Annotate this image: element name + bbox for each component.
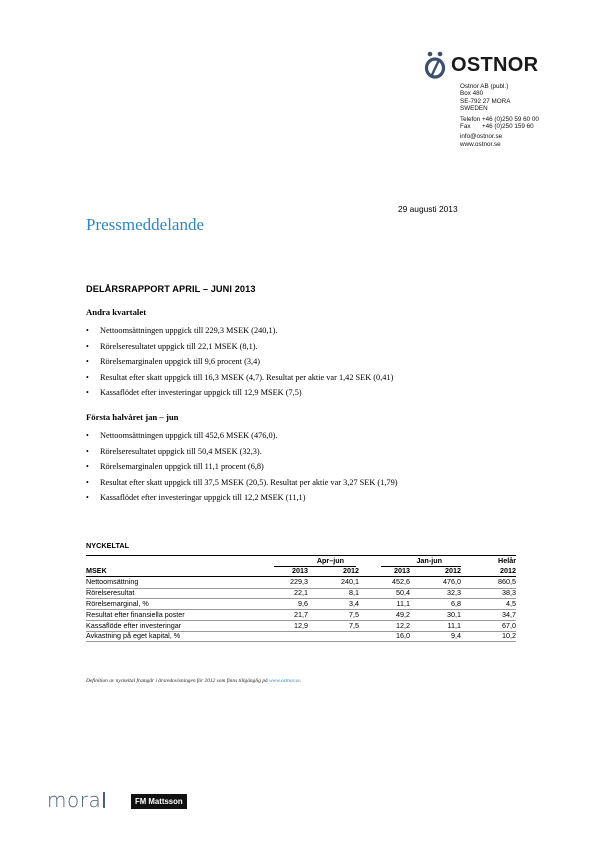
ostnor-logo-text: OSTNOR bbox=[451, 53, 539, 76]
unit-label: MSEK bbox=[86, 566, 107, 576]
table-cell: 6,8 bbox=[451, 598, 461, 608]
address-line: SE-792 27 MORA bbox=[460, 97, 511, 105]
mora-logo-mark bbox=[103, 792, 105, 808]
table-cell: 7,5 bbox=[349, 620, 359, 630]
company-address-block bbox=[460, 83, 539, 148]
mora-logo-text: mora bbox=[47, 788, 102, 812]
phone-label: Telefon bbox=[460, 115, 481, 123]
table-cell: 50,4 bbox=[396, 588, 410, 598]
table-year-header bbox=[86, 566, 516, 576]
key-figures-table bbox=[86, 555, 516, 642]
row-label: Resultat efter finansiella poster bbox=[86, 609, 185, 619]
table-row bbox=[86, 631, 516, 641]
table-cell: 49,2 bbox=[396, 609, 410, 619]
list-item: • Rörelsemarginalen uppgick till 11,1 procent (6,8) bbox=[86, 461, 397, 477]
list-item: • Resultat efter skatt uppgick till 37,5 MSEK (20,5). Resultat per aktie var 3,27 SEK (1,79) bbox=[86, 477, 397, 493]
list-item: • Nettoomsättningen uppgick till 229,3 MSEK (240,1). bbox=[86, 325, 393, 341]
table-cell: 11,1 bbox=[447, 620, 461, 630]
footnote-website-link[interactable]: www.ostnor.se bbox=[269, 678, 300, 684]
key-figures-footnote bbox=[86, 678, 301, 684]
year-header: 2012 bbox=[343, 566, 359, 576]
ostnor-logo bbox=[423, 50, 553, 80]
table-cell: 38,3 bbox=[502, 588, 516, 598]
table-row bbox=[86, 577, 516, 587]
fax-number: +46 (0)250 159 60 bbox=[482, 123, 534, 131]
table-cell: 21,7 bbox=[294, 609, 308, 619]
period-header-apr-jun: Apr–jun bbox=[316, 556, 344, 565]
table-period-header bbox=[86, 556, 516, 566]
table-cell: 11,1 bbox=[396, 598, 410, 608]
table-cell: 30,1 bbox=[447, 609, 461, 619]
email-link[interactable]: info@ostnor.se bbox=[460, 133, 503, 141]
fax-line bbox=[460, 123, 539, 130]
footnote-end: . bbox=[299, 678, 302, 684]
table-cell: 4,5 bbox=[506, 598, 516, 608]
year-header: 2012 bbox=[500, 566, 516, 576]
row-label: Avkastning på eget kapital, % bbox=[86, 631, 181, 641]
table-row bbox=[86, 588, 516, 598]
year-header: 2013 bbox=[292, 566, 308, 576]
table-cell: 32,3 bbox=[447, 588, 461, 598]
table-cell: 67,0 bbox=[502, 620, 516, 630]
fm-mattsson-brand-logo: FM Mattsson bbox=[131, 794, 187, 809]
table-row bbox=[86, 621, 516, 631]
mora-brand-logo bbox=[47, 790, 105, 810]
report-heading: DELÅRSRAPPORT APRIL – JUNI 2013 bbox=[86, 284, 256, 294]
row-label: Rörelsemarginal, % bbox=[86, 598, 149, 608]
list-item: • Rörelseresultatet uppgick till 50,4 MSEK (32,3). bbox=[86, 446, 397, 462]
footnote-text: Definition av nyckeltal framgår i årsredovisningen för 2012 som finns tillgänglig på bbox=[86, 678, 268, 684]
list-item: • Kassaflödet efter investeringar uppgick till 12,9 MSEK (7,5) bbox=[86, 387, 393, 403]
list-item: • Nettoomsättningen uppgick till 452,6 MSEK (476,0). bbox=[86, 430, 397, 446]
table-cell: 9,6 bbox=[298, 598, 308, 608]
list-item: • Resultat efter skatt uppgick till 16,3 MSEK (4,7). Resultat per aktie var 1,42 SEK (0,41) bbox=[86, 372, 393, 388]
table-cell: 22,1 bbox=[294, 588, 308, 598]
ostnor-o-mark-icon bbox=[423, 51, 447, 79]
period-header-full-year: Helår bbox=[498, 556, 516, 565]
quarter-section-title: Andra kvartalet bbox=[86, 307, 147, 317]
table-cell: 16,0 bbox=[396, 631, 410, 641]
half-year-bullet-list bbox=[86, 430, 397, 508]
table-cell: 229,3 bbox=[290, 577, 308, 587]
table-cell: 452,6 bbox=[392, 577, 410, 587]
table-cell: 8,1 bbox=[349, 588, 359, 598]
table-cell: 12,2 bbox=[396, 620, 410, 630]
half-year-section-title: Första halvåret jan – jun bbox=[86, 412, 179, 422]
document-type-title: Pressmeddelande bbox=[86, 215, 205, 234]
phone-line bbox=[460, 116, 539, 123]
fax-label: Fax bbox=[460, 123, 471, 131]
table-cell: 476,0 bbox=[443, 577, 461, 587]
table-cell: 10,2 bbox=[502, 631, 516, 641]
list-item: • Kassaflödet efter investeringar uppgick till 12,2 MSEK (11,1) bbox=[86, 492, 397, 508]
address-line: Ostnor AB (publ.) bbox=[460, 83, 509, 90]
release-date: 29 augusti 2013 bbox=[398, 204, 458, 214]
website-link[interactable]: www.ostnor.se bbox=[460, 140, 501, 148]
table-row bbox=[86, 610, 516, 620]
address-line: Box 480 bbox=[460, 90, 484, 98]
row-label: Rörelseresultat bbox=[86, 588, 135, 598]
key-figures-title: NYCKELTAL bbox=[86, 541, 130, 550]
table-cell: 9,4 bbox=[451, 631, 461, 641]
period-header-jan-jun: Jan-jun bbox=[416, 556, 442, 565]
table-cell: 3,4 bbox=[349, 598, 359, 608]
table-cell: 860,5 bbox=[498, 577, 516, 587]
year-header: 2013 bbox=[394, 566, 410, 576]
address-line: SWEDEN bbox=[460, 105, 488, 113]
row-label: Nettoomsättning bbox=[86, 577, 139, 587]
list-item: • Rörelsemarginalen uppgick till 9,6 procent (3,4) bbox=[86, 356, 393, 372]
year-header: 2012 bbox=[445, 566, 461, 576]
quarter-bullet-list bbox=[86, 325, 393, 403]
row-label: Kassaflöde efter investeringar bbox=[86, 620, 182, 630]
table-cell: 240,1 bbox=[341, 577, 359, 587]
list-item: • Rörelseresultatet uppgick till 22,1 MSEK (8,1). bbox=[86, 341, 393, 357]
phone-number: +46 (0)250 59 60 00 bbox=[482, 115, 539, 123]
table-cell: 12,9 bbox=[294, 620, 308, 630]
table-cell: 7,5 bbox=[349, 609, 359, 619]
table-row bbox=[86, 599, 516, 609]
table-cell: 34,7 bbox=[502, 609, 516, 619]
